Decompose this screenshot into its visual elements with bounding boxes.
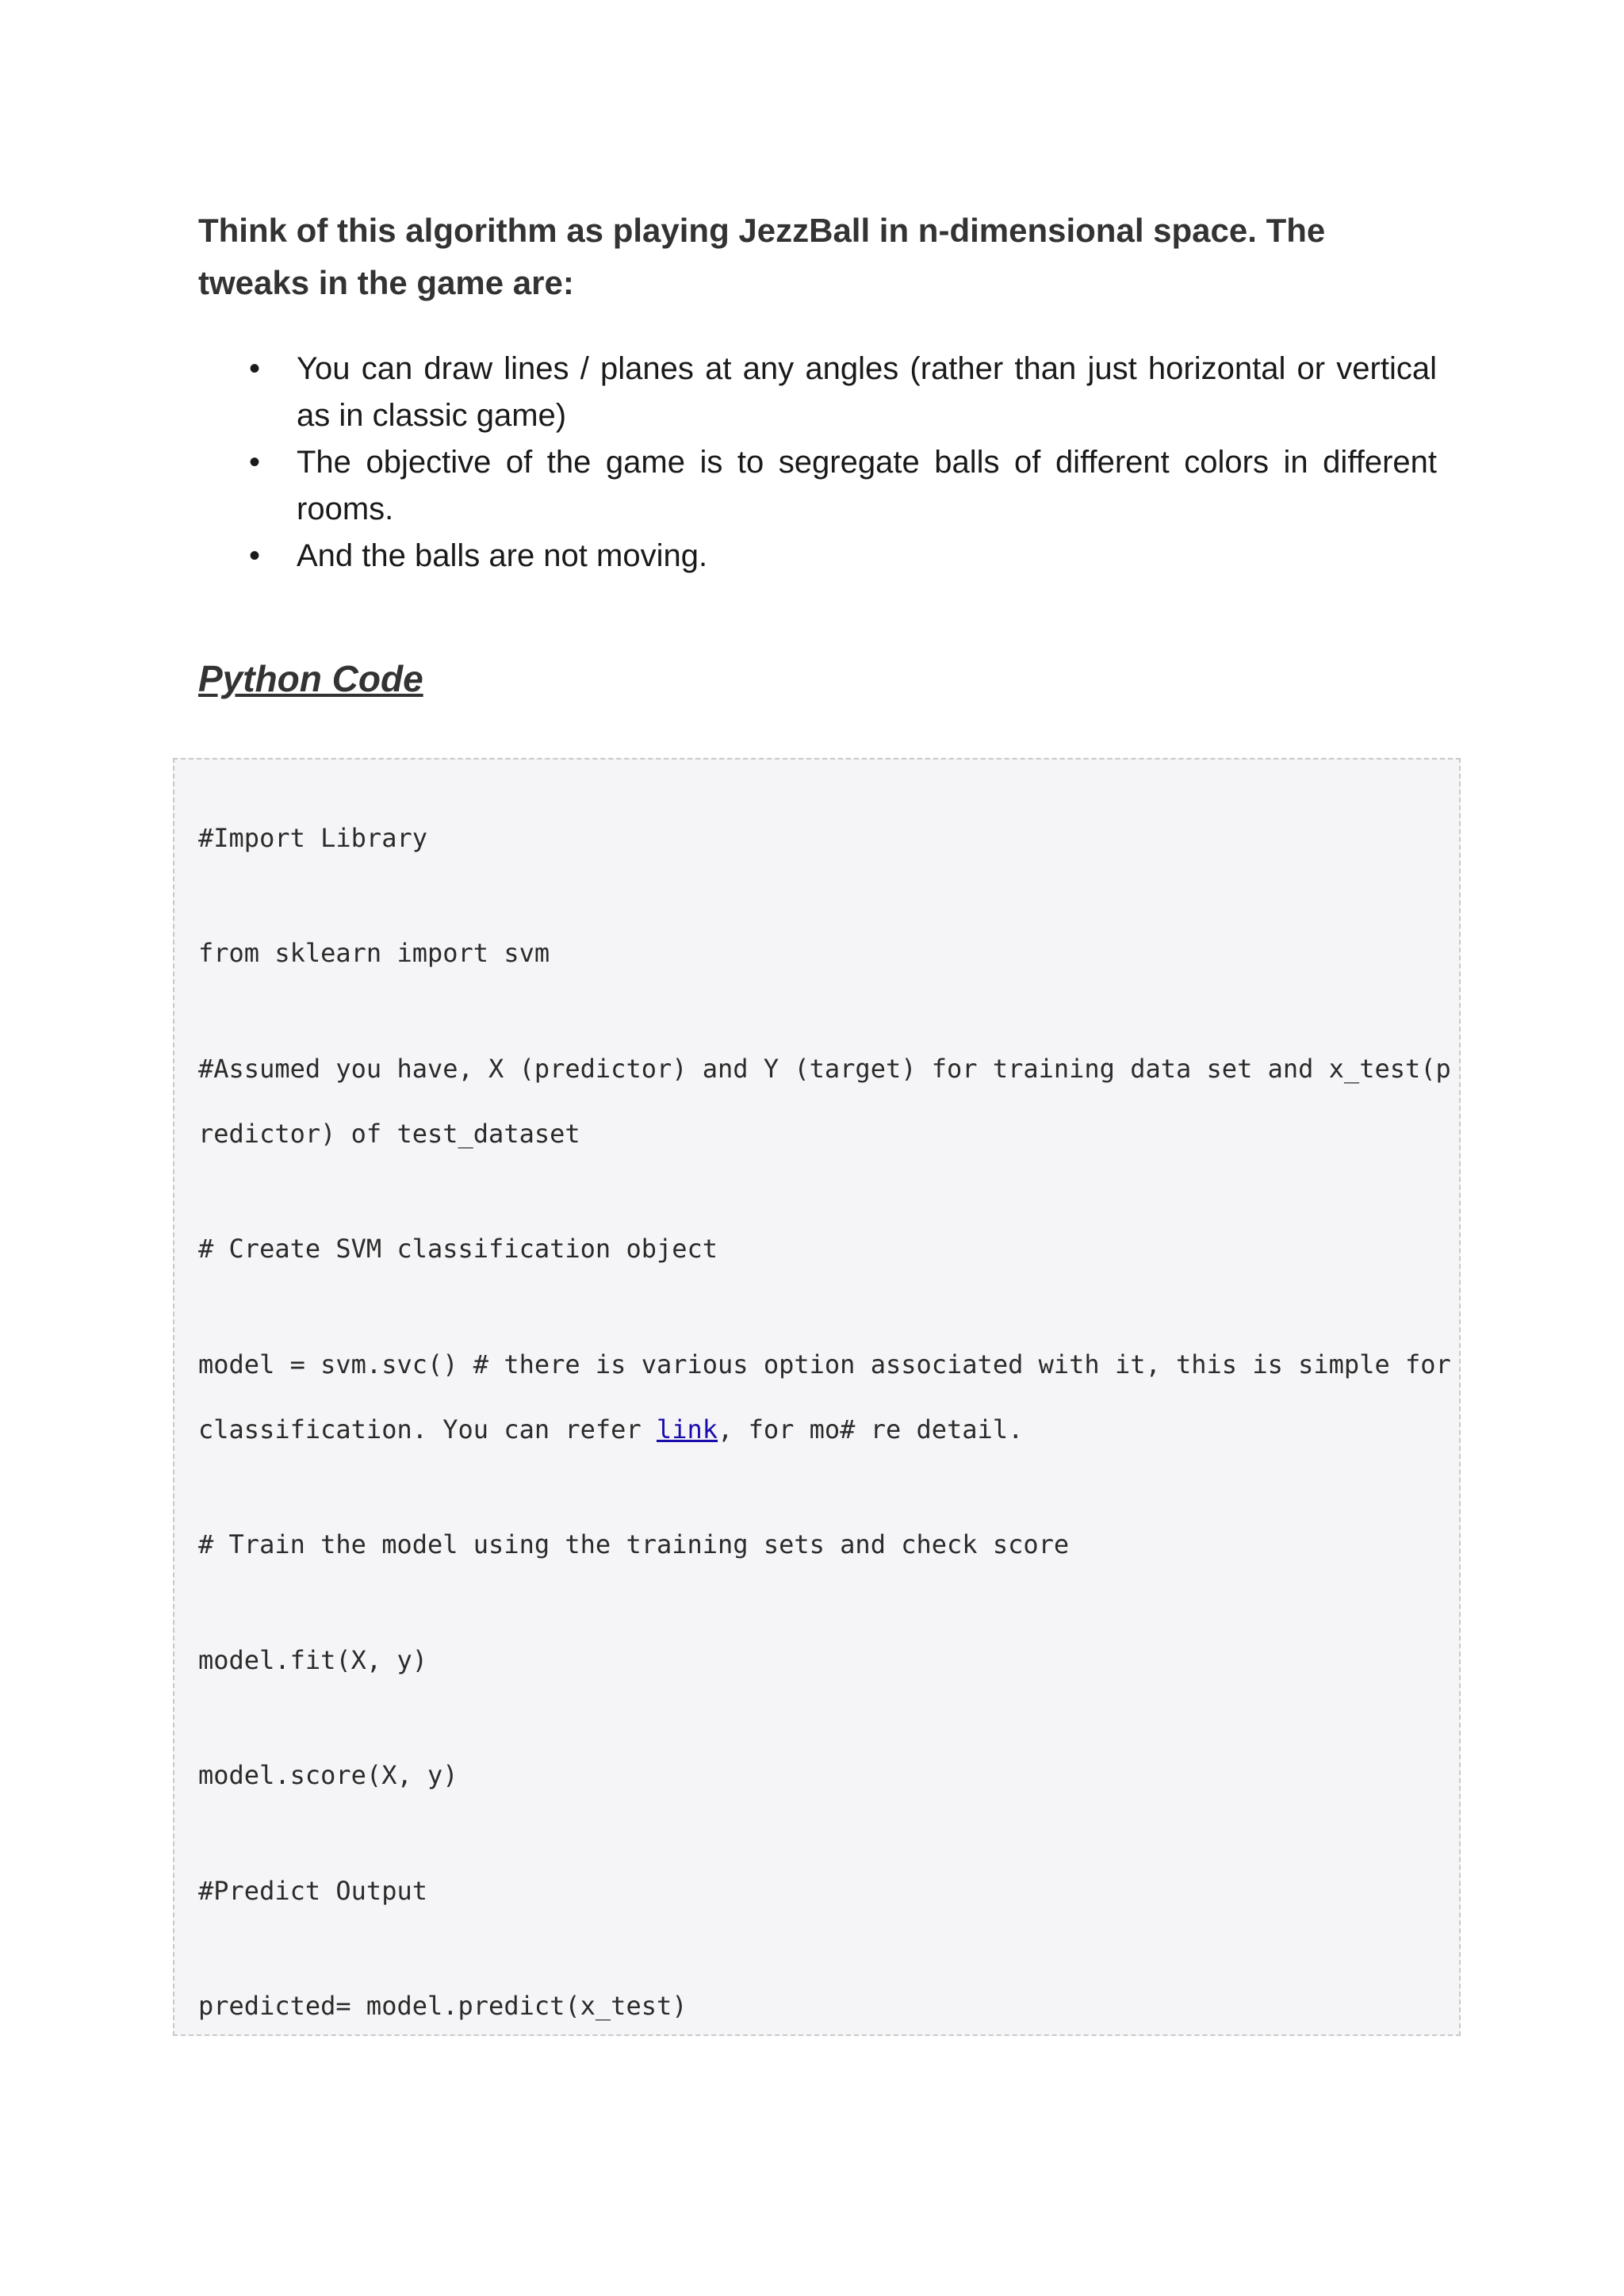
list-item xyxy=(198,533,1437,580)
reference-link[interactable]: link xyxy=(656,1414,718,1445)
code-line-comment-assumed: #Assumed you have, X (predictor) and Y (target) for training data set and x_test(p xyxy=(198,1054,1451,1084)
list-item-text: You can draw lines / planes at any angles (rather than just horizontal or vertical as in classic game) xyxy=(297,351,1437,433)
code-line-comment-import: #Import Library xyxy=(198,823,427,853)
code-text: , for mo# re detail. xyxy=(718,1414,1024,1445)
list-item-text: The objective of the game is to segregate balls of different colors in different rooms. xyxy=(297,445,1437,526)
list-item xyxy=(198,439,1437,533)
intro-paragraph: Think of this algorithm as playing JezzBall in n-dimensional space. The tweaks in the game are: xyxy=(198,212,1326,301)
code-line-model: model = svm.svc() # there is various option associated with it, this is simple for xyxy=(198,1349,1451,1380)
code-line-comment-train: # Train the model using the training sets and check score xyxy=(198,1529,1070,1559)
list-item xyxy=(198,346,1437,439)
bullet-icon: • xyxy=(249,351,261,386)
code-line-model-cont xyxy=(198,1414,1023,1445)
section-title: Python Code xyxy=(198,658,423,699)
code-line-score: model.score(X, y) xyxy=(198,1760,458,1790)
bullet-icon: • xyxy=(249,445,261,480)
code-line-fit: model.fit(X, y) xyxy=(198,1645,427,1675)
code-line-predict: predicted= model.predict(x_test) xyxy=(198,1991,688,2021)
code-line-comment-create: # Create SVM classification object xyxy=(198,1234,718,1264)
code-block xyxy=(173,758,1461,2036)
bullet-list xyxy=(198,346,1437,580)
code-line-comment-assumed-cont: redictor) of test_dataset xyxy=(198,1119,580,1149)
code-line-import: from sklearn import svm xyxy=(198,938,550,968)
code-text: classification. You can refer xyxy=(198,1414,657,1445)
code-line-comment-predict: #Predict Output xyxy=(198,1876,427,1906)
list-item-text: And the balls are not moving. xyxy=(297,538,708,573)
bullet-icon: • xyxy=(249,538,261,573)
